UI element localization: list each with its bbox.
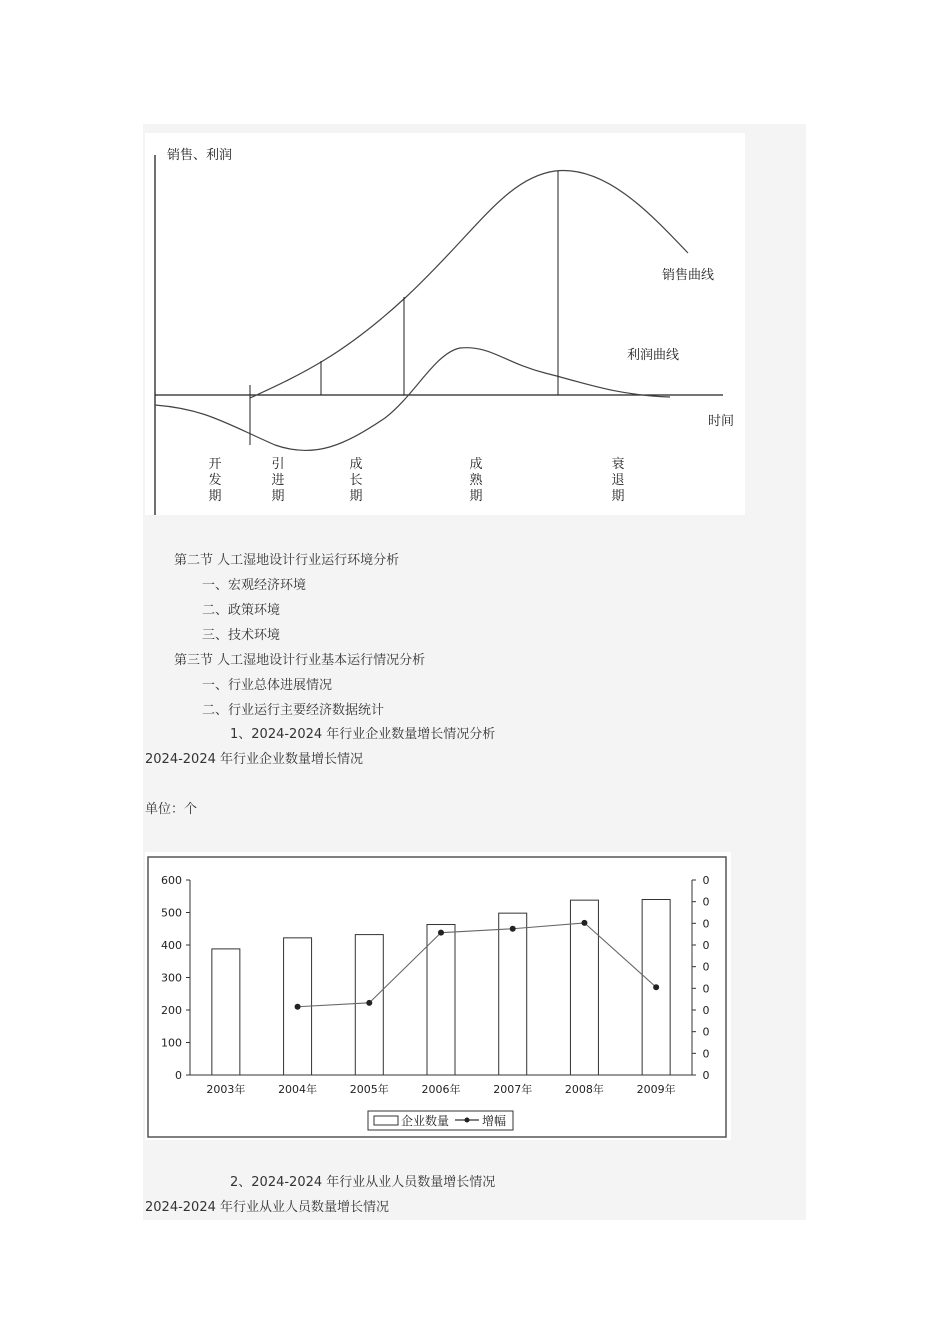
stage-label-char: 期 — [611, 489, 625, 504]
outline-line-6: 一、行业总体进展情况 — [202, 678, 333, 693]
stage-labels — [208, 456, 624, 504]
bar — [499, 913, 527, 1075]
y-tick-label: 200 — [161, 1004, 182, 1017]
growth-point — [295, 1004, 301, 1010]
profit-curve — [155, 348, 670, 451]
legend-line-marker — [465, 1118, 470, 1123]
legend-bar-label: 企业数量 — [401, 1114, 450, 1128]
x-axis-label: 时间 — [708, 414, 735, 429]
y-axis-label: 销售、利润 — [167, 148, 233, 163]
y2-tick-label: 0 — [702, 895, 710, 909]
bar — [570, 900, 598, 1075]
growth-point — [438, 930, 444, 936]
legend-line-label: 增幅 — [482, 1114, 507, 1128]
stage-label-char: 发 — [208, 473, 222, 488]
y2-tick-label: 0 — [702, 917, 710, 931]
section2-heading: 2、2024-2024 年行业从业人员数量增长情况 — [230, 1175, 496, 1190]
y-tick-label: 500 — [161, 906, 182, 920]
unit-label: 单位：个 — [145, 802, 198, 817]
stage-label-char: 长 — [349, 473, 363, 488]
chart-bars — [212, 900, 670, 1076]
table1-title: 2024-2024 年行业企业数量增长情况 — [145, 752, 363, 767]
outline-line-3: 二、政策环境 — [202, 603, 281, 618]
y2-tick-label: 0 — [702, 1047, 710, 1061]
stage-label-char: 期 — [469, 489, 483, 504]
stage-label-char: 成 — [349, 457, 363, 472]
sales-curve — [250, 170, 688, 398]
profit-curve-label: 利润曲线 — [627, 348, 680, 363]
outline-line-4: 三、技术环境 — [202, 628, 281, 643]
stage-label-char: 期 — [349, 489, 363, 504]
enterprise-count-chart — [145, 852, 731, 1140]
x-tick-label: 2009年 — [636, 1083, 676, 1096]
x-tick-label: 2004年 — [278, 1083, 318, 1096]
y-tick-label: 300 — [161, 971, 182, 985]
y2-tick-label: 0 — [702, 1004, 710, 1017]
growth-point — [366, 1000, 372, 1006]
outline-line-1: 第二节 人工湿地设计行业运行环境分析 — [174, 553, 400, 568]
table2-title: 2024-2024 年行业从业人员数量增长情况 — [145, 1200, 389, 1215]
y2-tick-label: 0 — [702, 874, 710, 887]
stage-label-char: 期 — [271, 489, 285, 504]
bar — [427, 925, 455, 1075]
stage-label-char: 退 — [611, 473, 625, 488]
y-tick-label: 600 — [161, 874, 182, 887]
stage-label-char: 进 — [271, 473, 285, 488]
outline-line-8: 1、2024-2024 年行业企业数量增长情况分析 — [230, 727, 496, 742]
y-tick-label: 400 — [161, 939, 182, 952]
growth-line — [298, 923, 657, 1007]
x-tick-label: 2006年 — [421, 1083, 461, 1096]
y2-tick-label: 0 — [702, 1069, 710, 1082]
stage-label-char: 开 — [208, 457, 222, 472]
growth-point — [510, 926, 516, 932]
sales-curve-label: 销售曲线 — [662, 268, 715, 283]
y-tick-label: 0 — [175, 1069, 182, 1082]
y-tick-label: 100 — [161, 1036, 182, 1050]
stage-label-char: 成 — [469, 457, 483, 472]
stage-label-char: 熟 — [469, 473, 483, 488]
stage-label-char: 期 — [208, 489, 222, 504]
chart-legend — [368, 1111, 513, 1130]
legend-bar-swatch — [374, 1116, 398, 1125]
stage-label-char: 衰 — [611, 457, 625, 472]
chart-category-labels — [206, 1082, 675, 1096]
outline-line-5: 第三节 人工湿地设计行业基本运行情况分析 — [174, 653, 426, 668]
chart-growth-line — [295, 920, 660, 1010]
y2-tick-label: 0 — [702, 939, 710, 952]
x-tick-label: 2003年 — [206, 1083, 246, 1096]
bar — [212, 949, 240, 1075]
x-tick-label: 2008年 — [564, 1083, 604, 1096]
x-tick-label: 2007年 — [493, 1083, 533, 1096]
x-tick-label: 2005年 — [349, 1083, 389, 1096]
y2-tick-label: 0 — [702, 1025, 710, 1039]
outline-line-7: 二、行业运行主要经济数据统计 — [202, 703, 385, 718]
outline-line-2: 一、宏观经济环境 — [202, 578, 307, 593]
growth-point — [581, 920, 587, 926]
y2-tick-label: 0 — [702, 960, 710, 974]
stage-label-char: 引 — [271, 457, 285, 472]
product-lifecycle-diagram — [145, 133, 745, 515]
growth-point — [653, 984, 659, 990]
y2-tick-label: 0 — [702, 982, 710, 996]
